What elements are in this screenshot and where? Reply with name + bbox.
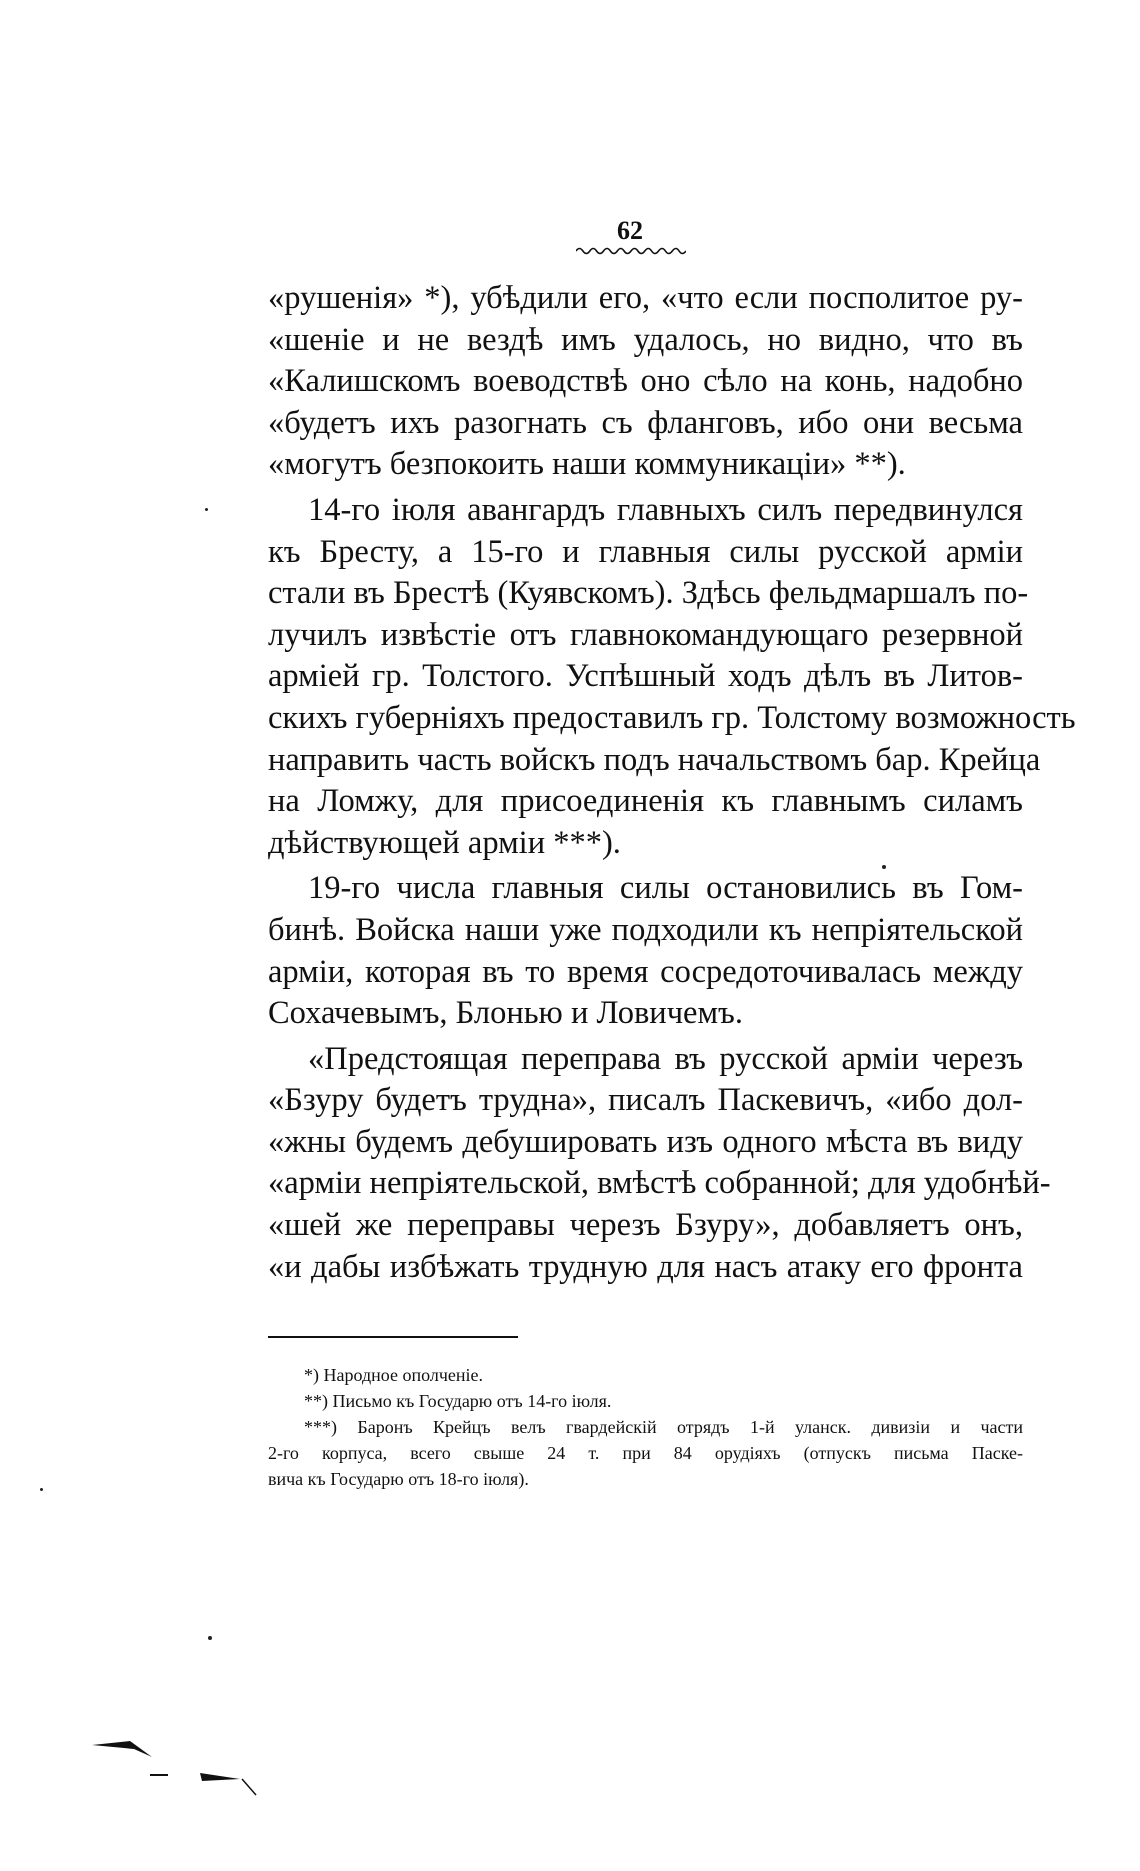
text-line: «арміи непріятельской, вмѣстѣ собранной; для удобнѣй-: [268, 1165, 1051, 1202]
footnotes: [268, 1362, 1023, 1492]
footnote: 2-го корпуса, всего свыше 24 т. при 84 орудіяхъ (отпускъ письма Паске-: [268, 1443, 1023, 1463]
text-line: «будетъ ихъ разогнать съ фланговъ, ибо они весьма: [268, 404, 1023, 441]
text-line: «Предстоящая переправа въ русской арміи черезъ: [308, 1040, 1023, 1077]
wavy-rule-ornament: [576, 246, 686, 256]
text-line: «Калишскомъ воеводствѣ оно сѣло на конь, надобно: [268, 363, 1023, 400]
page-number: 62: [617, 216, 643, 245]
footnote: **) Письмо къ Государю отъ 14-го іюля.: [304, 1391, 612, 1411]
text-line: на Ломжу, для присоединенія къ главнымъ силамъ: [268, 783, 1023, 820]
scan-artifact: [90, 1735, 270, 1815]
text-line: «рушенія» *), убѣдили его, «что если посполитое ру-: [268, 280, 1023, 316]
scan-speck: [882, 865, 886, 869]
text-line: «жны будемъ дебушировать изъ одного мѣста въ виду: [268, 1123, 1023, 1160]
footnote: *) Народное ополченіе.: [304, 1365, 484, 1385]
text-line: «могутъ безпокоить наши коммуникаціи» **).: [268, 446, 906, 483]
scan-speck: [205, 508, 208, 511]
body-text: [268, 278, 1076, 1288]
text-line: «Бзуру будетъ трудна», писалъ Паскевичъ, «ибо дол-: [268, 1082, 1023, 1119]
scan-speck: [40, 1488, 43, 1491]
scan-speck: [208, 1636, 212, 1640]
footnote: ***) Баронъ Крейцъ велъ гвардейскій отрядъ 1-й уланск. дивизіи и части: [304, 1417, 1023, 1437]
text-line: направить часть войскъ подъ начальствомъ бар. Крейца: [268, 741, 1041, 778]
footnote: вича къ Государю отъ 18-го іюля).: [268, 1469, 529, 1489]
text-line: къ Бресту, а 15-го и главныя силы русской арміи: [268, 533, 1023, 570]
text-line: арміей гр. Толстого. Успѣшный ходъ дѣлъ въ Литов-: [268, 658, 1023, 695]
text-line: 19-го числа главныя силы остановились въ Гом-: [308, 870, 1023, 907]
text-line: стали въ Брестѣ (Куявскомъ). Здѣсь фельдмаршалъ по-: [268, 575, 1029, 612]
text-line: дѣйствующей арміи ***).: [268, 824, 621, 861]
text-line: лучилъ извѣстіе отъ главнокомандующаго резервной: [268, 616, 1023, 653]
text-line: «шей же переправы черезъ Бзуру», добавляетъ онъ,: [268, 1207, 1023, 1244]
text-line: арміи, которая въ то время сосредоточивалась между: [268, 953, 1023, 990]
text-line: «и дабы избѣжать трудную для насъ атаку его фронта: [268, 1248, 1023, 1285]
text-line: скихъ губерніяхъ предоставилъ гр. Толстому возможность: [268, 699, 1076, 736]
footnote-rule: [268, 1336, 518, 1338]
text-line: бинѣ. Войска наши уже подходили къ непріятельской: [268, 911, 1023, 948]
text-line: «шеніе и не вездѣ имъ удалось, но видно, что въ: [268, 321, 1023, 358]
text-line: 14-го іюля авангардъ главныхъ силъ передвинулся: [308, 491, 1023, 528]
text-line: Сохачевымъ, Блонью и Ловичемъ.: [268, 995, 743, 1032]
